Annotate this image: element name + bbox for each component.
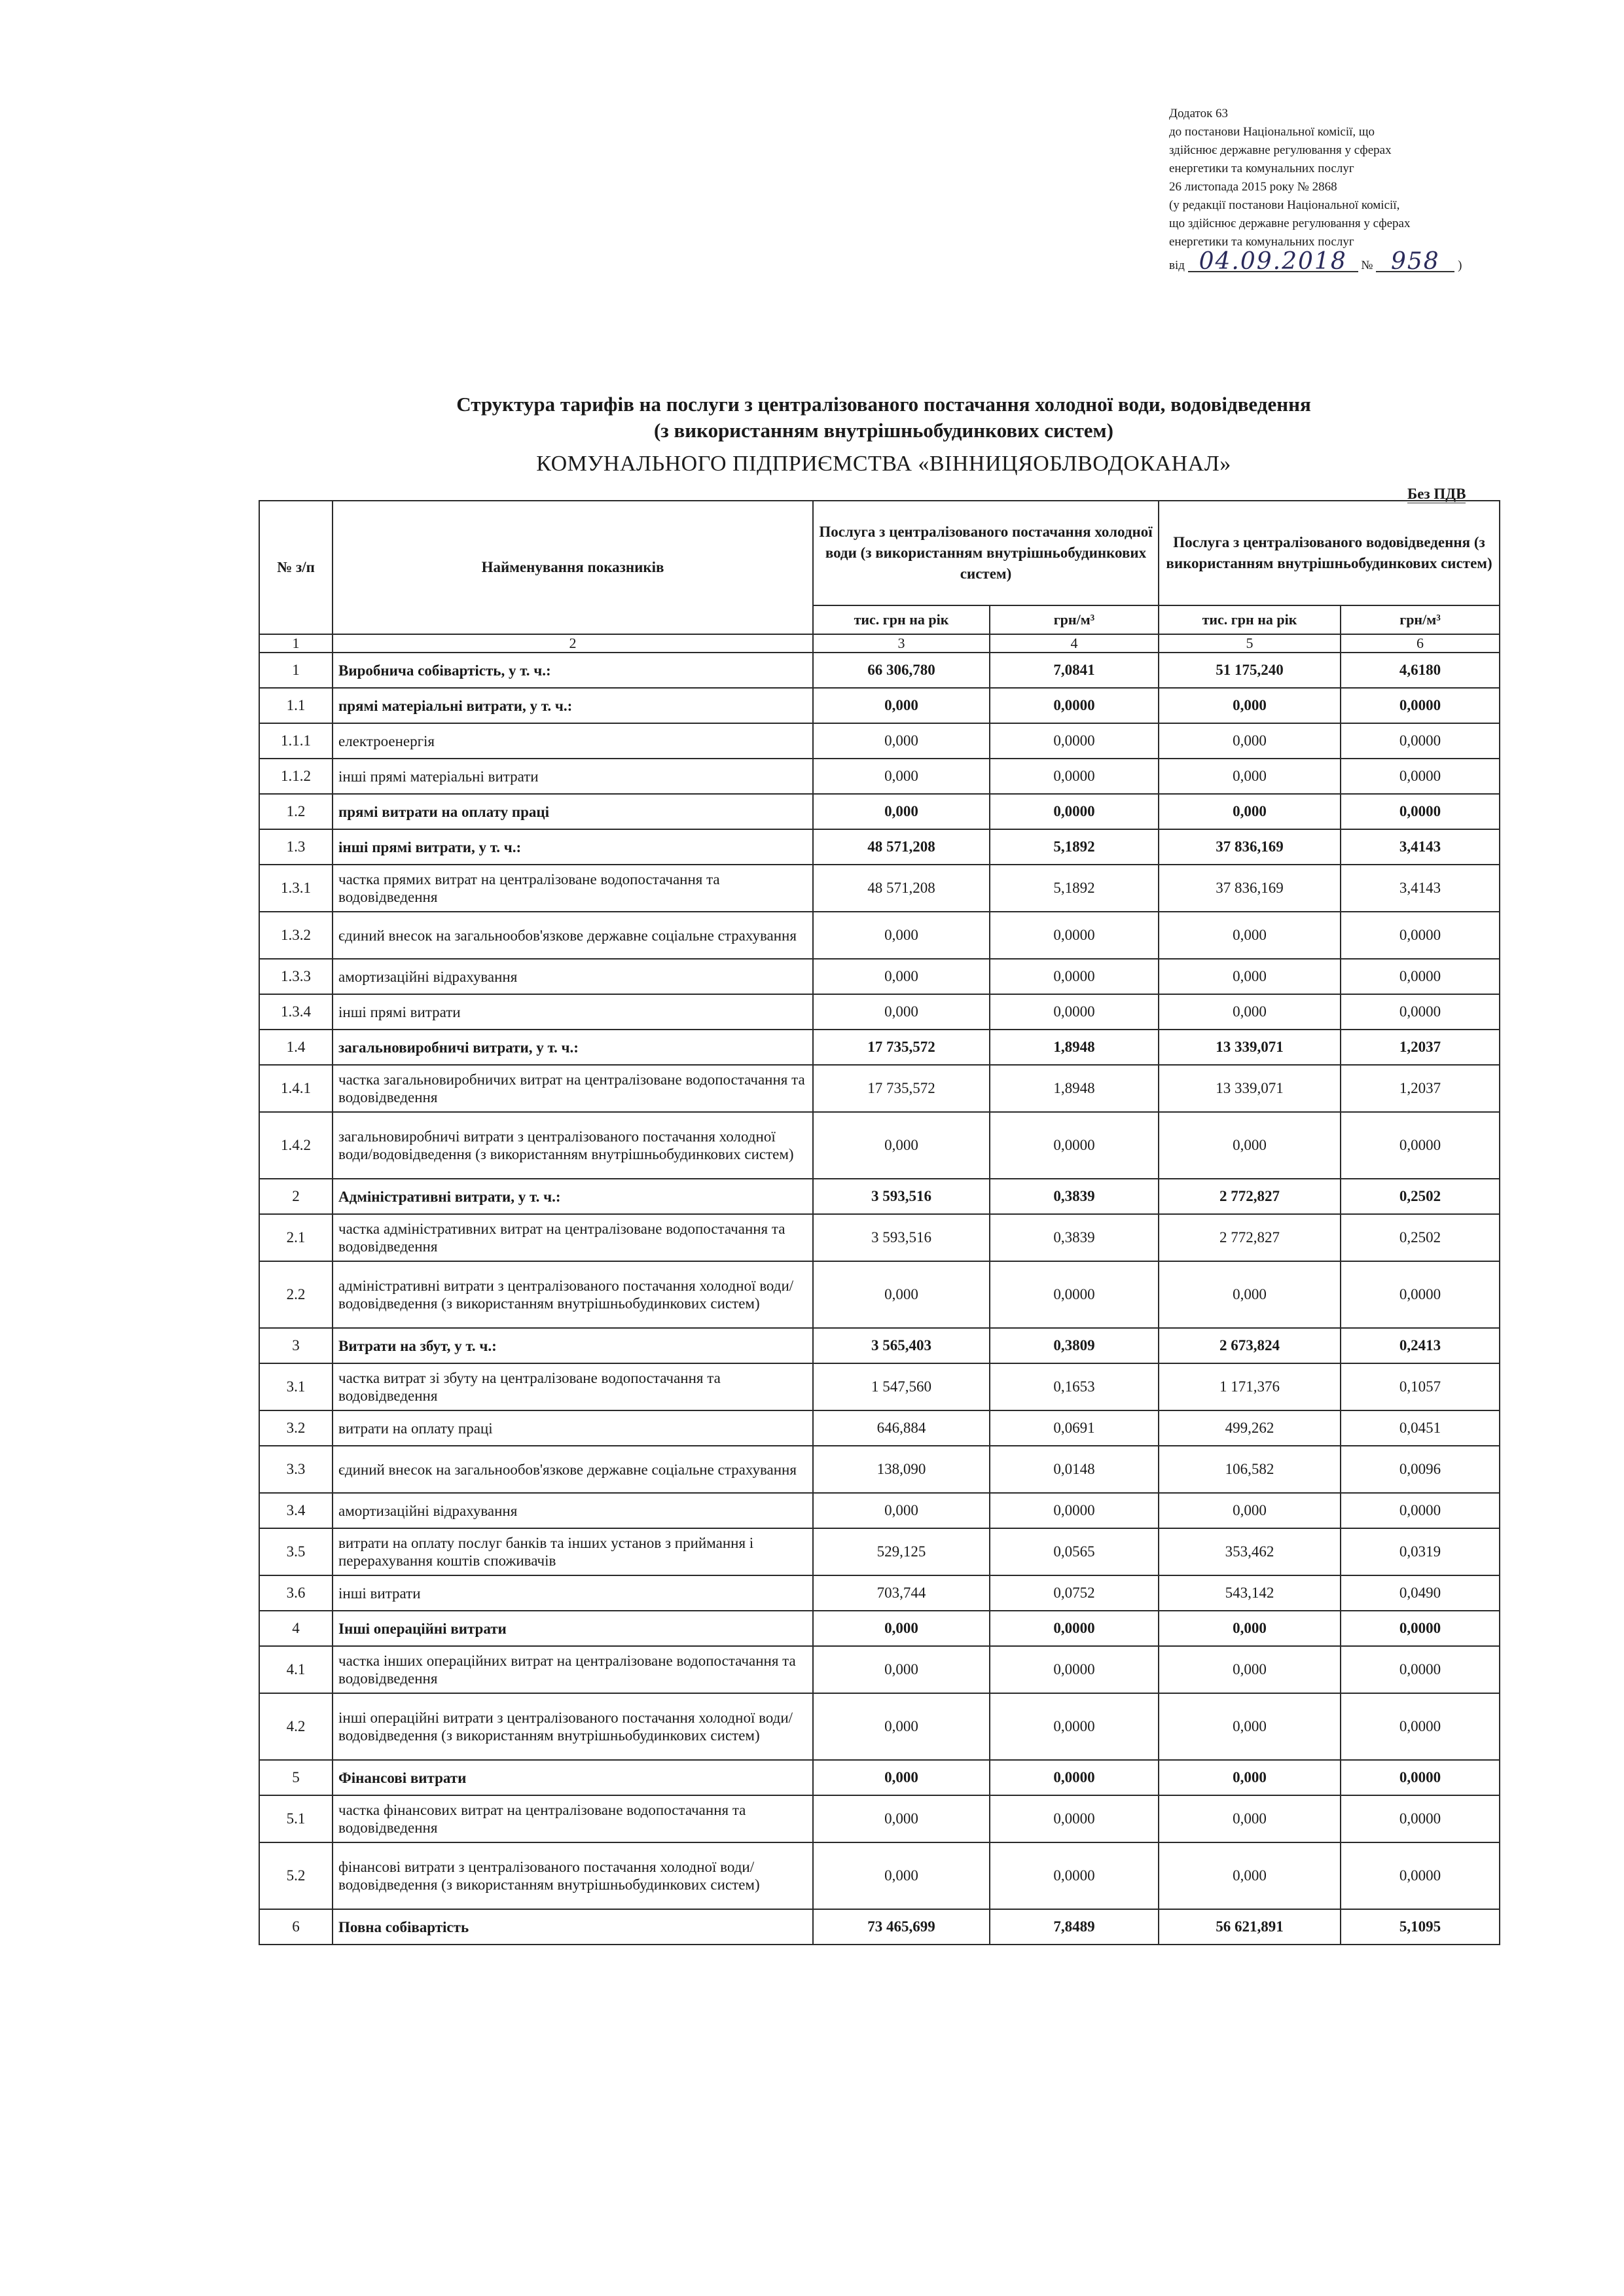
appendix-line: (у редакції постанови Національної комісії, — [1169, 198, 1400, 212]
row-number: 3.6 — [259, 1575, 333, 1611]
indicator-name: Інші операційні витрати — [333, 1611, 813, 1646]
water-uah-per-m3-value: 0,0000 — [990, 688, 1159, 723]
sewer-thousand-uah-value: 499,262 — [1159, 1410, 1341, 1446]
water-uah-per-m3-value: 1,8948 — [990, 1065, 1159, 1112]
row-number: 3.1 — [259, 1363, 333, 1410]
water-uah-per-m3-value: 0,3839 — [990, 1179, 1159, 1214]
table-row — [259, 759, 1500, 794]
table-row — [259, 1493, 1500, 1528]
column-number: 4 — [990, 634, 1159, 653]
row-number: 1.4 — [259, 1030, 333, 1065]
sewer-thousand-uah-value: 0,000 — [1159, 1611, 1341, 1646]
water-thousand-uah-value: 48 571,208 — [813, 829, 990, 865]
water-uah-per-m3-value: 0,0000 — [990, 1493, 1159, 1528]
water-thousand-uah-value: 0,000 — [813, 723, 990, 759]
sewer-thousand-uah-value: 13 339,071 — [1159, 1065, 1341, 1112]
water-thousand-uah-value: 0,000 — [813, 1760, 990, 1795]
sewer-thousand-uah-value: 37 836,169 — [1159, 865, 1341, 912]
header-sewer-service: Послуга з централізованого водовідведення (з використанням внутрішньобудинкових систем) — [1159, 501, 1500, 605]
decree-reference-line — [1169, 248, 1588, 275]
sewer-thousand-uah-value: 0,000 — [1159, 794, 1341, 829]
water-thousand-uah-value: 0,000 — [813, 759, 990, 794]
row-number: 3.5 — [259, 1528, 333, 1575]
sewer-uah-per-m3-value: 1,2037 — [1341, 1030, 1500, 1065]
indicator-name: Фінансові витрати — [333, 1760, 813, 1795]
sewer-thousand-uah-value: 0,000 — [1159, 1646, 1341, 1693]
row-number: 1.3.2 — [259, 912, 333, 959]
sewer-uah-per-m3-value: 0,0000 — [1341, 1795, 1500, 1842]
sewer-uah-per-m3-value: 1,2037 — [1341, 1065, 1500, 1112]
appendix-line: здійснює державне регулювання у сферах — [1169, 143, 1392, 157]
water-uah-per-m3-value: 0,0000 — [990, 994, 1159, 1030]
row-number: 1.3.1 — [259, 865, 333, 912]
water-thousand-uah-value: 138,090 — [813, 1446, 990, 1493]
row-number: 1.2 — [259, 794, 333, 829]
water-thousand-uah-value: 0,000 — [813, 1646, 990, 1693]
sewer-thousand-uah-value: 0,000 — [1159, 912, 1341, 959]
indicator-name: частка прямих витрат на централізоване водопостачання та водовідведення — [333, 865, 813, 912]
water-thousand-uah-value: 3 565,403 — [813, 1328, 990, 1363]
indicator-name: частка витрат зі збуту на централізоване водопостачання та водовідведення — [333, 1363, 813, 1410]
table-row — [259, 1030, 1500, 1065]
row-number: 6 — [259, 1909, 333, 1945]
indicator-name: Витрати на збут, у т. ч.: — [333, 1328, 813, 1363]
water-thousand-uah-value: 0,000 — [813, 1693, 990, 1760]
title-line-1: Структура тарифів на послуги з централізованого постачання холодної води, водовідведення — [456, 393, 1311, 416]
row-number: 2.1 — [259, 1214, 333, 1261]
sewer-thousand-uah-value: 51 175,240 — [1159, 653, 1341, 688]
table-row — [259, 1760, 1500, 1795]
table-row — [259, 1611, 1500, 1646]
sewer-uah-per-m3-value: 0,1057 — [1341, 1363, 1500, 1410]
indicator-name: єдиний внесок на загальнообов'язкове державне соціальне страхування — [333, 1446, 813, 1493]
sewer-uah-per-m3-value: 0,0000 — [1341, 759, 1500, 794]
water-thousand-uah-value: 646,884 — [813, 1410, 990, 1446]
water-thousand-uah-value: 48 571,208 — [813, 865, 990, 912]
sewer-uah-per-m3-value: 0,0490 — [1341, 1575, 1500, 1611]
row-number: 1.1.1 — [259, 723, 333, 759]
table-row — [259, 1065, 1500, 1112]
sewer-thousand-uah-value: 2 673,824 — [1159, 1328, 1341, 1363]
table-row — [259, 1842, 1500, 1909]
sewer-uah-per-m3-value: 3,4143 — [1341, 865, 1500, 912]
table-row — [259, 1179, 1500, 1214]
sewer-uah-per-m3-value: 0,0319 — [1341, 1528, 1500, 1575]
row-number: 1.4.2 — [259, 1112, 333, 1179]
row-number: 4.1 — [259, 1646, 333, 1693]
indicator-name: інші прямі витрати — [333, 994, 813, 1030]
sewer-thousand-uah-value: 0,000 — [1159, 1493, 1341, 1528]
row-number: 3 — [259, 1328, 333, 1363]
sewer-uah-per-m3-value: 0,0000 — [1341, 1693, 1500, 1760]
indicator-name: загальновиробничі витрати, у т. ч.: — [333, 1030, 813, 1065]
sewer-uah-per-m3-value: 0,0000 — [1341, 1842, 1500, 1909]
sewer-thousand-uah-value: 2 772,827 — [1159, 1179, 1341, 1214]
sewer-uah-per-m3-value: 0,0000 — [1341, 1760, 1500, 1795]
table-row — [259, 1214, 1500, 1261]
indicator-name: Повна собівартість — [333, 1909, 813, 1945]
sewer-uah-per-m3-value: 5,1095 — [1341, 1909, 1500, 1945]
indicator-name: частка загальновиробничих витрат на централізоване водопостачання та водовідведення — [333, 1065, 813, 1112]
sewer-uah-per-m3-value: 0,0000 — [1341, 1112, 1500, 1179]
appendix-line: 26 листопада 2015 року № 2868 — [1169, 180, 1337, 194]
water-uah-per-m3-value: 5,1892 — [990, 865, 1159, 912]
table-row — [259, 1528, 1500, 1575]
sewer-thousand-uah-value: 37 836,169 — [1159, 829, 1341, 865]
table-row — [259, 1410, 1500, 1446]
sewer-thousand-uah-value: 0,000 — [1159, 1112, 1341, 1179]
sewer-uah-per-m3-value: 0,0096 — [1341, 1446, 1500, 1493]
indicator-name: фінансові витрати з централізованого постачання холодної води/водовідведення (з використанням внутрішньобудинкових систем) — [333, 1842, 813, 1909]
handwritten-date: 04.09.2018 — [1188, 253, 1358, 272]
water-uah-per-m3-value: 7,0841 — [990, 653, 1159, 688]
row-number: 1.1 — [259, 688, 333, 723]
appendix-line: що здійснює державне регулювання у сферах — [1169, 217, 1411, 230]
water-uah-per-m3-value: 0,0148 — [990, 1446, 1159, 1493]
water-uah-per-m3-value: 0,0000 — [990, 1693, 1159, 1760]
table-row — [259, 1575, 1500, 1611]
water-thousand-uah-value: 73 465,699 — [813, 1909, 990, 1945]
header-sewer-thousand-uah: тис. грн на рік — [1159, 605, 1341, 634]
indicator-name: витрати на оплату праці — [333, 1410, 813, 1446]
row-number: 4 — [259, 1611, 333, 1646]
appendix-line: Додаток 63 — [1169, 107, 1229, 120]
table-row — [259, 829, 1500, 865]
table-row — [259, 1909, 1500, 1945]
indicator-name: прямі витрати на оплату праці — [333, 794, 813, 829]
table-row — [259, 1646, 1500, 1693]
sewer-uah-per-m3-value: 0,0000 — [1341, 959, 1500, 994]
indicator-name: інші прямі матеріальні витрати — [333, 759, 813, 794]
water-uah-per-m3-value: 1,8948 — [990, 1030, 1159, 1065]
table-row — [259, 1363, 1500, 1410]
water-thousand-uah-value: 0,000 — [813, 794, 990, 829]
water-thousand-uah-value: 703,744 — [813, 1575, 990, 1611]
column-number: 2 — [333, 634, 813, 653]
indicator-name: адміністративні витрати з централізованого постачання холодної води/водовідведення (з використанням внутрішньобудинкових систем) — [333, 1261, 813, 1328]
sewer-thousand-uah-value: 353,462 — [1159, 1528, 1341, 1575]
appendix-line: до постанови Національної комісії, що — [1169, 125, 1375, 139]
water-thousand-uah-value: 17 735,572 — [813, 1065, 990, 1112]
column-number: 5 — [1159, 634, 1341, 653]
sewer-uah-per-m3-value: 0,0000 — [1341, 1611, 1500, 1646]
water-thousand-uah-value: 0,000 — [813, 959, 990, 994]
appendix-line: енергетики та комунальних послуг — [1169, 235, 1354, 249]
water-uah-per-m3-value: 0,3839 — [990, 1214, 1159, 1261]
water-thousand-uah-value: 66 306,780 — [813, 653, 990, 688]
sewer-uah-per-m3-value: 3,4143 — [1341, 829, 1500, 865]
water-uah-per-m3-value: 0,0000 — [990, 1261, 1159, 1328]
document-title — [353, 391, 1414, 444]
water-thousand-uah-value: 0,000 — [813, 688, 990, 723]
appendix-line: енергетики та комунальних послуг — [1169, 162, 1354, 175]
water-uah-per-m3-value: 0,0691 — [990, 1410, 1159, 1446]
row-number: 3.3 — [259, 1446, 333, 1493]
sewer-thousand-uah-value: 0,000 — [1159, 1842, 1341, 1909]
sewer-uah-per-m3-value: 0,2502 — [1341, 1214, 1500, 1261]
water-thousand-uah-value: 0,000 — [813, 1261, 990, 1328]
water-thousand-uah-value: 3 593,516 — [813, 1214, 990, 1261]
sewer-thousand-uah-value: 0,000 — [1159, 759, 1341, 794]
water-uah-per-m3-value: 0,0565 — [990, 1528, 1159, 1575]
from-label: від — [1169, 259, 1185, 272]
organization-name: КОМУНАЛЬНОГО ПІДПРИЄМСТВА «ВІННИЦЯОБЛВОДОКАНАЛ» — [536, 452, 1231, 476]
indicator-name: інші прямі витрати, у т. ч.: — [333, 829, 813, 865]
row-number: 2.2 — [259, 1261, 333, 1328]
water-uah-per-m3-value: 0,0000 — [990, 759, 1159, 794]
header-number: № з/п — [259, 501, 333, 634]
table-row — [259, 1693, 1500, 1760]
column-number: 3 — [813, 634, 990, 653]
water-uah-per-m3-value: 0,0000 — [990, 1795, 1159, 1842]
indicator-name: амортизаційні відрахування — [333, 1493, 813, 1528]
water-uah-per-m3-value: 0,0000 — [990, 1112, 1159, 1179]
water-uah-per-m3-value: 0,0000 — [990, 1760, 1159, 1795]
column-number: 6 — [1341, 634, 1500, 653]
table-row — [259, 912, 1500, 959]
sewer-thousand-uah-value: 0,000 — [1159, 1795, 1341, 1842]
water-uah-per-m3-value: 0,0000 — [990, 959, 1159, 994]
sewer-thousand-uah-value: 2 772,827 — [1159, 1214, 1341, 1261]
vat-note: Без ПДВ — [1407, 486, 1466, 502]
table-row — [259, 959, 1500, 994]
water-thousand-uah-value: 3 593,516 — [813, 1179, 990, 1214]
water-uah-per-m3-value: 0,0000 — [990, 794, 1159, 829]
water-thousand-uah-value: 0,000 — [813, 994, 990, 1030]
indicator-name: частка адміністративних витрат на централізоване водопостачання та водовідведення — [333, 1214, 813, 1261]
water-thousand-uah-value: 1 547,560 — [813, 1363, 990, 1410]
row-number: 2 — [259, 1179, 333, 1214]
header-indicator-name: Найменування показників — [333, 501, 813, 634]
sewer-thousand-uah-value: 0,000 — [1159, 1693, 1341, 1760]
sewer-uah-per-m3-value: 0,0000 — [1341, 912, 1500, 959]
sewer-uah-per-m3-value: 0,0000 — [1341, 1261, 1500, 1328]
table-row — [259, 688, 1500, 723]
table-row — [259, 994, 1500, 1030]
water-uah-per-m3-value: 0,3809 — [990, 1328, 1159, 1363]
indicator-name: єдиний внесок на загальнообов'язкове державне соціальне страхування — [333, 912, 813, 959]
row-number: 1 — [259, 653, 333, 688]
water-thousand-uah-value: 17 735,572 — [813, 1030, 990, 1065]
indicator-name: електроенергія — [333, 723, 813, 759]
indicator-name: Виробнича собівартість, у т. ч.: — [333, 653, 813, 688]
closing-paren: ) — [1458, 259, 1462, 272]
table-row — [259, 1328, 1500, 1363]
water-uah-per-m3-value: 0,0752 — [990, 1575, 1159, 1611]
appendix-block — [1169, 105, 1588, 275]
sewer-thousand-uah-value: 56 621,891 — [1159, 1909, 1341, 1945]
water-uah-per-m3-value: 5,1892 — [990, 829, 1159, 865]
column-number: 1 — [259, 634, 333, 653]
sewer-thousand-uah-value: 0,000 — [1159, 994, 1341, 1030]
sewer-uah-per-m3-value: 0,2413 — [1341, 1328, 1500, 1363]
table-row — [259, 723, 1500, 759]
sewer-thousand-uah-value: 106,582 — [1159, 1446, 1341, 1493]
water-uah-per-m3-value: 0,0000 — [990, 723, 1159, 759]
header-sewer-uah-per-m3: грн/м³ — [1341, 605, 1500, 634]
number-label: № — [1361, 259, 1373, 272]
water-thousand-uah-value: 0,000 — [813, 1493, 990, 1528]
water-thousand-uah-value: 0,000 — [813, 1795, 990, 1842]
row-number: 5 — [259, 1760, 333, 1795]
sewer-thousand-uah-value: 0,000 — [1159, 959, 1341, 994]
indicator-name: амортизаційні відрахування — [333, 959, 813, 994]
row-number: 1.1.2 — [259, 759, 333, 794]
sewer-uah-per-m3-value: 0,0000 — [1341, 1493, 1500, 1528]
indicator-name: інші витрати — [333, 1575, 813, 1611]
indicator-name: прямі матеріальні витрати, у т. ч.: — [333, 688, 813, 723]
water-uah-per-m3-value: 7,8489 — [990, 1909, 1159, 1945]
title-line-2: (з використанням внутрішньобудинкових систем) — [653, 419, 1113, 442]
water-thousand-uah-value: 0,000 — [813, 1842, 990, 1909]
water-uah-per-m3-value: 0,0000 — [990, 1611, 1159, 1646]
table-row — [259, 1261, 1500, 1328]
row-number: 4.2 — [259, 1693, 333, 1760]
sewer-thousand-uah-value: 543,142 — [1159, 1575, 1341, 1611]
sewer-thousand-uah-value: 0,000 — [1159, 723, 1341, 759]
sewer-uah-per-m3-value: 0,0000 — [1341, 1646, 1500, 1693]
water-uah-per-m3-value: 0,1653 — [990, 1363, 1159, 1410]
row-number: 3.2 — [259, 1410, 333, 1446]
table-row — [259, 1795, 1500, 1842]
row-number: 3.4 — [259, 1493, 333, 1528]
tariff-structure-table — [259, 500, 1500, 1945]
table-row — [259, 1446, 1500, 1493]
indicator-name: витрати на оплату послуг банків та інших установ з приймання і перерахування коштів споживачів — [333, 1528, 813, 1575]
handwritten-number: 958 — [1376, 253, 1454, 272]
row-number: 5.2 — [259, 1842, 333, 1909]
sewer-uah-per-m3-value: 0,0000 — [1341, 688, 1500, 723]
sewer-thousand-uah-value: 0,000 — [1159, 1760, 1341, 1795]
row-number: 1.3.3 — [259, 959, 333, 994]
table-row — [259, 653, 1500, 688]
water-thousand-uah-value: 529,125 — [813, 1528, 990, 1575]
sewer-thousand-uah-value: 13 339,071 — [1159, 1030, 1341, 1065]
sewer-uah-per-m3-value: 0,0000 — [1341, 723, 1500, 759]
sewer-uah-per-m3-value: 0,2502 — [1341, 1179, 1500, 1214]
sewer-uah-per-m3-value: 0,0000 — [1341, 794, 1500, 829]
table-row — [259, 794, 1500, 829]
row-number: 1.3.4 — [259, 994, 333, 1030]
table-row — [259, 865, 1500, 912]
sewer-uah-per-m3-value: 0,0000 — [1341, 994, 1500, 1030]
table-row — [259, 1112, 1500, 1179]
row-number: 5.1 — [259, 1795, 333, 1842]
water-thousand-uah-value: 0,000 — [813, 912, 990, 959]
indicator-name: загальновиробничі витрати з централізованого постачання холодної води/водовідведення (з використанням внутрішньобудинкових систем) — [333, 1112, 813, 1179]
header-water-service: Послуга з централізованого постачання холодної води (з використанням внутрішньобудинкових систем) — [813, 501, 1159, 605]
water-thousand-uah-value: 0,000 — [813, 1112, 990, 1179]
indicator-name: інші операційні витрати з централізованого постачання холодної води/водовідведення (з використанням внутрішньобудинкових систем) — [333, 1693, 813, 1760]
header-water-uah-per-m3: грн/м³ — [990, 605, 1159, 634]
table-body — [259, 653, 1500, 1945]
row-number: 1.3 — [259, 829, 333, 865]
indicator-name: частка фінансових витрат на централізоване водопостачання та водовідведення — [333, 1795, 813, 1842]
sewer-uah-per-m3-value: 4,6180 — [1341, 653, 1500, 688]
row-number: 1.4.1 — [259, 1065, 333, 1112]
water-uah-per-m3-value: 0,0000 — [990, 1646, 1159, 1693]
water-uah-per-m3-value: 0,0000 — [990, 1842, 1159, 1909]
sewer-thousand-uah-value: 1 171,376 — [1159, 1363, 1341, 1410]
sewer-uah-per-m3-value: 0,0451 — [1341, 1410, 1500, 1446]
sewer-thousand-uah-value: 0,000 — [1159, 1261, 1341, 1328]
header-water-thousand-uah: тис. грн на рік — [813, 605, 990, 634]
water-thousand-uah-value: 0,000 — [813, 1611, 990, 1646]
water-uah-per-m3-value: 0,0000 — [990, 912, 1159, 959]
indicator-name: частка інших операційних витрат на централізоване водопостачання та водовідведення — [333, 1646, 813, 1693]
indicator-name: Адміністративні витрати, у т. ч.: — [333, 1179, 813, 1214]
sewer-thousand-uah-value: 0,000 — [1159, 688, 1341, 723]
